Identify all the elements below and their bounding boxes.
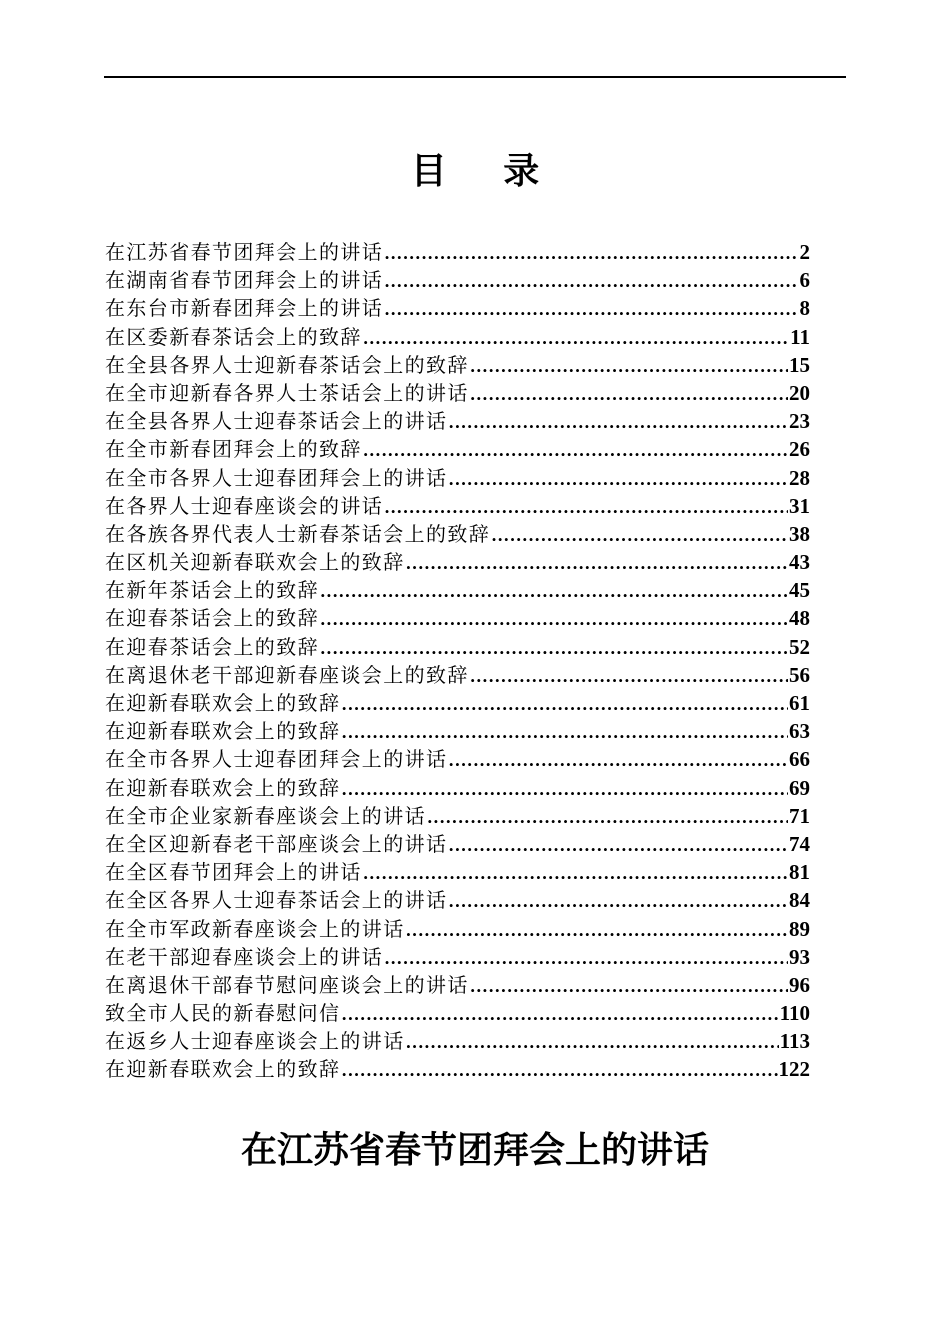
toc-page-number: 69 [789, 775, 810, 800]
toc-page-number: 31 [789, 493, 810, 518]
toc-page-number: 71 [789, 803, 810, 828]
toc-dot-leader [448, 832, 788, 858]
toc-entry[interactable] [105, 492, 810, 520]
toc-entry[interactable] [105, 971, 810, 999]
toc-entry-title: 在区机关迎新春联欢会上的致辞 [105, 550, 405, 575]
toc-entry[interactable] [105, 294, 810, 322]
toc-page-number: 48 [789, 606, 810, 631]
toc-page-number: 113 [779, 1029, 810, 1054]
section-title: 在江苏省春节团拜会上的讲话 [240, 1129, 709, 1171]
toc-entry[interactable] [105, 604, 810, 632]
toc-entry-title: 在离退休干部春节慰问座谈会上的讲话 [105, 972, 469, 997]
toc-page-number: 63 [789, 719, 810, 744]
toc-dot-leader [448, 747, 788, 773]
toc-page-number: 23 [789, 409, 810, 434]
toc-entry[interactable] [105, 689, 810, 717]
toc-dot-leader [491, 522, 788, 548]
toc-entry-title: 在各族各界代表人士新春茶话会上的致辞 [105, 521, 491, 546]
toc-dot-leader [320, 578, 788, 604]
toc-entry[interactable] [105, 323, 810, 351]
toc-dot-leader [341, 691, 788, 717]
toc-entry[interactable] [105, 802, 810, 830]
toc-dot-leader [363, 325, 789, 351]
table-of-contents [105, 238, 810, 1084]
toc-page-number: 61 [789, 691, 810, 715]
toc-page-number: 45 [789, 578, 810, 603]
toc-entry[interactable] [105, 435, 810, 463]
toc-dot-leader [341, 776, 788, 802]
toc-entry[interactable] [105, 830, 810, 858]
toc-entry[interactable] [105, 238, 810, 266]
toc-page-number: 96 [789, 972, 810, 997]
toc-page-number: 66 [789, 747, 810, 772]
toc-entry[interactable] [105, 943, 810, 971]
toc-entry-title: 在全市各界人士迎春团拜会上的讲话 [105, 465, 448, 490]
toc-entry-title: 在老干部迎春座谈会上的讲话 [105, 944, 384, 969]
toc-dot-leader [341, 719, 788, 745]
toc-page-number: 2 [799, 240, 810, 264]
toc-page-number: 93 [789, 944, 810, 969]
toc-dot-leader [384, 945, 788, 971]
toc-page-number: 52 [789, 634, 810, 659]
toc-entry[interactable] [105, 351, 810, 379]
toc-title: 目 录 [410, 150, 562, 192]
toc-entry[interactable] [105, 633, 810, 661]
toc-entry[interactable] [105, 1055, 810, 1083]
toc-dot-leader [470, 353, 788, 379]
toc-entry[interactable] [105, 520, 810, 548]
toc-dot-leader [406, 550, 788, 576]
toc-page-number: 6 [799, 268, 810, 293]
toc-page-number: 11 [790, 324, 810, 349]
toc-dot-leader [341, 1001, 778, 1027]
toc-entry-title: 在全市企业家新春座谈会上的讲话 [105, 803, 426, 828]
toc-entry-title: 在离退休老干部迎新春座谈会上的致辞 [105, 662, 469, 687]
toc-page-number: 84 [789, 888, 810, 913]
toc-dot-leader [320, 635, 788, 661]
toc-entry-title: 在全市新春团拜会上的致辞 [105, 437, 362, 462]
toc-entry-title: 在全区春节团拜会上的讲话 [105, 860, 362, 885]
toc-entry-title: 在全区迎新春老干部座谈会上的讲话 [105, 831, 448, 856]
toc-dot-leader [448, 466, 788, 492]
toc-dot-leader [384, 240, 798, 266]
toc-page-number: 8 [799, 296, 810, 321]
toc-entry[interactable] [105, 266, 810, 294]
toc-entry-title: 在全市军政新春座谈会上的讲话 [105, 916, 405, 941]
toc-page-number: 26 [789, 437, 810, 462]
toc-entry-title: 在全县各界人士迎新春茶话会上的致辞 [105, 352, 469, 377]
toc-dot-leader [406, 1029, 779, 1055]
toc-page-number: 110 [779, 1001, 810, 1026]
toc-dot-leader [406, 917, 788, 943]
toc-entry[interactable] [105, 886, 810, 914]
toc-page-number: 43 [789, 550, 810, 575]
toc-entry-title: 在新年茶话会上的致辞 [105, 578, 319, 603]
toc-entry-title: 在迎春茶话会上的致辞 [105, 606, 319, 631]
toc-entry-title: 在东台市新春团拜会上的讲话 [105, 296, 384, 321]
toc-entry-title: 在迎新春联欢会上的致辞 [105, 691, 341, 715]
toc-entry[interactable] [105, 407, 810, 435]
toc-dot-leader [363, 437, 788, 463]
toc-entry[interactable] [105, 915, 810, 943]
toc-page-number: 74 [789, 831, 810, 856]
toc-page-number: 20 [789, 380, 810, 405]
toc-entry-title: 在全市各界人士迎春团拜会上的讲话 [105, 747, 448, 772]
toc-dot-leader [427, 804, 788, 830]
toc-dot-leader [448, 888, 788, 914]
toc-entry-title: 在迎新春联欢会上的致辞 [105, 1057, 341, 1082]
toc-entry-title: 在返乡人士迎春座谈会上的讲话 [105, 1029, 405, 1054]
toc-entry[interactable] [105, 1027, 810, 1055]
toc-page-number: 56 [789, 662, 810, 687]
toc-entry-title: 在各界人士迎春座谈会的讲话 [105, 493, 384, 518]
header-rule [104, 76, 846, 78]
toc-dot-leader [470, 973, 788, 999]
toc-entry-title: 在迎春茶话会上的致辞 [105, 634, 319, 659]
toc-page-number: 28 [789, 465, 810, 490]
toc-dot-leader [363, 860, 788, 886]
toc-entry-title: 致全市人民的新春慰问信 [105, 1001, 341, 1026]
toc-entry[interactable] [105, 464, 810, 492]
toc-dot-leader [384, 296, 798, 322]
toc-dot-leader [384, 494, 788, 520]
toc-entry-title: 在全县各界人士迎春茶话会上的讲话 [105, 409, 448, 434]
toc-page-number: 15 [789, 352, 810, 377]
toc-dot-leader [448, 409, 788, 435]
toc-entry-title: 在迎新春联欢会上的致辞 [105, 775, 341, 800]
toc-entry-title: 在全市迎新春各界人士茶话会上的讲话 [105, 380, 469, 405]
toc-dot-leader [341, 1057, 777, 1083]
toc-entry[interactable] [105, 858, 810, 886]
toc-entry-title: 在迎新春联欢会上的致辞 [105, 719, 341, 744]
toc-entry[interactable] [105, 548, 810, 576]
toc-page-number: 122 [778, 1057, 810, 1082]
toc-entry-title: 在湖南省春节团拜会上的讲话 [105, 268, 384, 293]
toc-entry[interactable] [105, 576, 810, 604]
toc-entry[interactable] [105, 999, 810, 1027]
toc-page-number: 89 [789, 916, 810, 941]
toc-entry[interactable] [105, 379, 810, 407]
toc-entry-title: 在全区各界人士迎春茶话会上的讲话 [105, 888, 448, 913]
toc-entry[interactable] [105, 717, 810, 745]
toc-dot-leader [470, 663, 788, 689]
toc-entry-title: 在区委新春茶话会上的致辞 [105, 324, 362, 349]
toc-entry[interactable] [105, 661, 810, 689]
toc-page-number: 81 [789, 860, 810, 885]
toc-page-number: 38 [789, 521, 810, 546]
toc-entry-title: 在江苏省春节团拜会上的讲话 [105, 240, 384, 264]
toc-dot-leader [384, 268, 798, 294]
toc-dot-leader [470, 381, 788, 407]
toc-entry[interactable] [105, 745, 810, 773]
toc-dot-leader [320, 606, 788, 632]
toc-entry[interactable] [105, 774, 810, 802]
